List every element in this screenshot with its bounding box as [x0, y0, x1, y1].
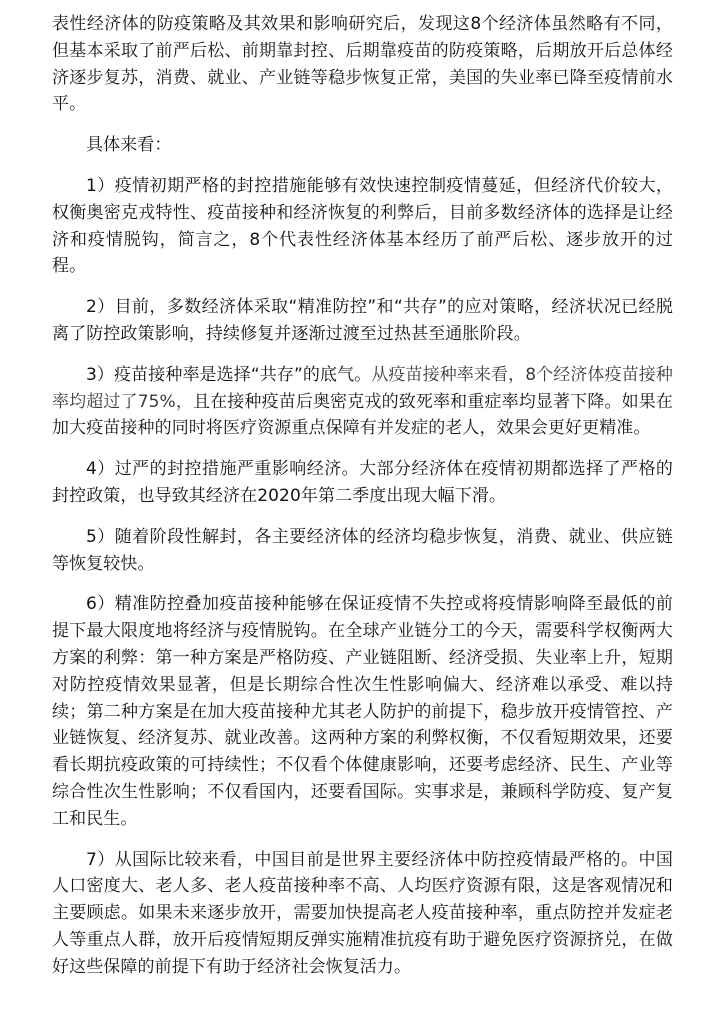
paragraph-text: 表性经济体的防疫策略及其效果和影响研究后，发现这8个经济体虽然略有不同，但基本采取了前严后松、前期靠封控、后期靠疫苗的防疫策略，后期放开后总体经济逐步复苏，消费、就业、产业链等稳步恢复正常，美国的失业率已降至疫情前水平。 [52, 14, 673, 115]
paragraph-text: 且在接种疫苗后奥密克戎的致死率和重症率均显著下降。如果在加大疫苗接种的同时将医疗资源重点保障有并发症的老人，效果会更好更精准。 [52, 391, 673, 439]
paragraph-point-7 [52, 847, 673, 981]
paragraph-text: 4）过严的封控措施严重影响经济。大部分经济体在疫情初期都选择了严格的封控政策，也导致其经济在2020年第二季度出现大幅下滑。 [52, 459, 673, 506]
paragraph-text: 具体来看： [86, 135, 172, 156]
paragraph-intro [52, 11, 673, 118]
paragraph-text: 1）疫情初期严格的封控措施能够有效快速控制疫情蔓延，但经济代价较大，权衡奥密克戎特性、疫苗接种和经济恢复的利弊后，目前多数经济体的选择是让经济和疫情脱钩，简言之，8个代表性经济体基本经历了前严后松、逐步放开的过程。 [52, 175, 673, 277]
paragraph-text: 3）疫苗接种率是选择“共存”的底气。 [86, 364, 372, 385]
paragraph-heading [52, 132, 673, 159]
paragraph-point-6 [52, 591, 673, 832]
paragraph-text: 2）目前，多数经济体采取“精准防控”和“共存”的应对策略，经济状况已经脱离了防控政策影响，持续修复并逐渐过渡至过热甚至通胀阶段。 [52, 297, 673, 344]
paragraph-point-3 [52, 362, 673, 442]
paragraph-point-5 [52, 524, 673, 578]
document-page [52, 11, 673, 995]
paragraph-text: 6）精准防控叠加疫苗接种能够在保证疫情不失控或将疫情影响降至最低的前提下最大限度地将经济与疫情脱钩。在全球产业链分工的今天，需要科学权衡两大方案的利弊：第一种方案是严格防疫、产业链阻断、经济受损、失业率上升，短期对防控疫情效果显著，但是长期综合性次生性影响偏大、经济难以承受、难以持续；第二种方案是在加大疫苗接种尤其老人防护的前提下，稳步放开疫情管控、产业链恢复、经济复苏、就业改善。这两种方案的利弊权衡，不仅看短期效果，还要看长期抗疫政策的可持续性；不仅看个体健康影响，还要考虑经济、民生、产业等综合性次生性影响；不仅看国内，还要看国际。实事求是，兼顾科学防疫、复产复工和民生。 [52, 594, 673, 829]
paragraph-text-light: 从疫苗接种率来看，8个经济体疫苗接种率均超过了75%， [52, 364, 673, 412]
paragraph-text: 5）随着阶段性解封，各主要经济体的经济均稳步恢复，消费、就业、供应链等恢复较快。 [52, 526, 673, 574]
paragraph-point-1 [52, 173, 673, 280]
paragraph-point-4 [52, 456, 673, 510]
paragraph-point-2 [52, 294, 673, 348]
paragraph-text: 7）从国际比较来看，中国目前是世界主要经济体中防控疫情最严格的。中国人口密度大、老人多、老人疫苗接种率不高、人均医疗资源有限，这是客观情况和主要顾虑。如果未来逐步放开，需要加快提高老人疫苗接种率，重点防控并发症老人等重点人群，放开后疫情短期反弹实施精准抗疫有助于避免医疗资源挤兑，在做好这些保障的前提下有助于经济社会恢复活力。 [52, 849, 673, 977]
